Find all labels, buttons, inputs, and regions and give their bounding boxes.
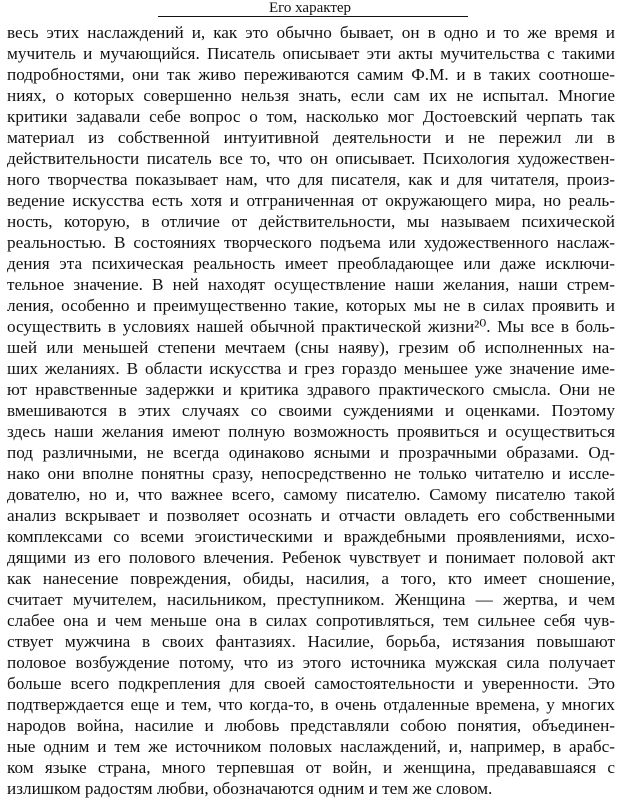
text-line: нако они вполне понятны сразу, непосредственно не только читателю и иссле- [7,464,615,483]
text-line: ствует мужчина в своих фантазиях. Насилие, борьба, истязания повышают [7,632,615,651]
text-line: материал из собственной интуитивной деятельности и не пережил ли в [7,128,615,147]
text-line: дения эта психическая реальность имеет преобладающее или даже исключи- [7,254,615,273]
text-line: анализ вскрывает и позволяет осознать и отчасти овладеть его собственными [7,506,615,525]
text-line: здесь наши желания имеют полную возможность проявиться и осуществиться [7,422,615,441]
text-line: вмешиваются в этих случаях со своими суждениями и оценками. Поэтому [7,401,615,420]
text-line: ют нравственные задержки и критика здравого практического смысла. Они не [7,380,615,399]
running-header [0,0,620,22]
text-line: мучитель и мучающийся. Писатель описывает эти акты мучительства с такими [7,44,615,63]
text-line: как нанесение повреждения, обиды, насилия, а того, кто имеет сношение, [7,569,615,588]
text-line: тельное значение. В ней находят осуществление наши желания, наши стрем- [7,275,615,294]
text-line: ления, особенно и преимущественно такие, которых мы не в силах проявить и [7,296,615,315]
text-line: ность, которую, в отличие от действительности, мы называем психической [7,212,615,231]
body-text [7,22,615,799]
text-line: весь этих наслаждений и, как это обычно бывает, он в одно и то же время и [7,23,615,42]
text-line: осуществить в условиях нашей обычной практической жизни²⁰. Мы все в боль- [7,317,615,336]
text-line: ного творчества показывает нам, что для писателя, как и для читателя, произ- [7,170,615,189]
text-line: слабее она и чем меньше она в силах сопротивляться, тем сильнее себя чув- [7,611,615,630]
text-line: половое возбуждение потому, что из этого источника мужская сила получает [7,653,615,672]
text-line: подтверждается еще и тем, что когда-то, в очень отдаленные времена, у многих [7,695,615,714]
text-line: действительности писатель все то, что он описывает. Психология художествен- [7,149,615,168]
text-line: ведение искусства есть хотя и отграниченная от окружающего мира, но реаль- [7,191,615,210]
text-line: дователю, но и, что важнее всего, самому писателю. Самому писателю такой [7,485,615,504]
text-line: подробностями, они так живо переживаются самим Ф.М. и в таких соотноше- [7,65,615,84]
text-line: больше всего подкрепления для своей самостоятельности и уверенности. Это [7,674,615,693]
text-line: ниях, о которых совершенно нельзя знать, если сам их не испытал. Многие [7,86,615,105]
header-rule [158,16,468,17]
text-line: народов война, насилие и любовь представляли собою понятия, объединен- [7,716,615,735]
header-title [0,0,620,16]
text-line: излишком радостям любви, обозначаются одним и тем же словом. [7,779,493,798]
text-line: считает мучителем, насильником, преступником. Женщина — жертва, и чем [7,590,615,609]
text-line: комплексами со всеми эгоистическими и враждебными проявлениями, исхо- [7,527,615,546]
text-line: ших желаниях. В области искусства и грез гораздо меньшее уже значение име- [7,359,615,378]
text-line: реальностью. В состояниях творческого подъема или художественного наслаж- [7,233,615,252]
text-line: ные одним и тем же источником половых наслаждений, и, например, в арабс- [7,737,615,756]
text-line: шей или меньшей степени мечтаем (сны наяву), грезим об исполненных на- [7,338,615,357]
text-line: под различными, не всегда одинаково ясными и прозрачными образами. Од- [7,443,615,462]
text-line: критики задавали себе вопрос о том, насколько мог Достоевский черпать так [7,107,615,126]
text-line: дящими из его полового влечения. Ребенок чувствует и понимает половой акт [7,548,615,567]
text-line: ком языке страна, много терпевшая от войн, и женщина, предававшаяся с [7,758,615,777]
header-title-text: Его характер [263,0,357,16]
